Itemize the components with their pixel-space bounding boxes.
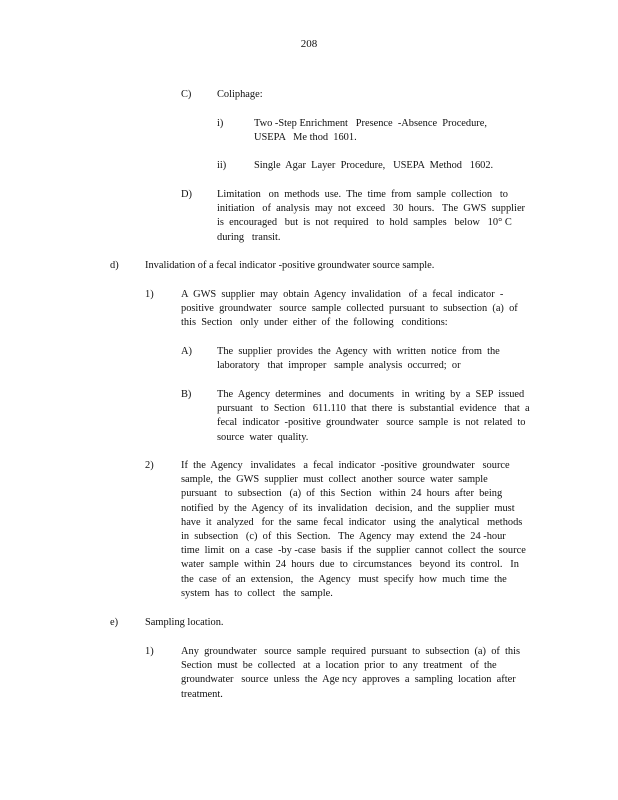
method-1601-text — [254, 117, 487, 145]
text-line: water sample within 24 hours due to circumstances beyond its control. In — [181, 559, 519, 571]
text-line: Limitation on methods use. The time from sample collection to — [217, 189, 508, 200]
item-label-c-i: i) — [217, 118, 224, 129]
method-1602-text — [254, 159, 493, 173]
text-line: The Agency determines and documents in writing by a SEP issued — [217, 389, 525, 400]
text-line: positive groundwater source sample collected pursuant to subsection (a) of — [181, 303, 518, 315]
item-label-b: B) — [181, 389, 192, 400]
condition-b-text — [217, 388, 530, 445]
text-line: Any groundwater source sample required pursuant to subsection (a) of this — [181, 646, 521, 657]
text-line: groundwater source unless the Age ncy approves a sampling location after — [181, 674, 516, 686]
sampling-location-paragraph — [181, 645, 520, 702]
text-line: A GWS supplier may obtain Agency invalidation of a fecal indicator - — [181, 289, 504, 300]
text-line: system has to collect the sample. — [181, 587, 333, 599]
text-line: laboratory that improper sample analysis occurred; or — [217, 360, 461, 372]
text-line: notified by the Agency of its invalidation decision, and the supplier must — [181, 502, 515, 514]
text-line: this Section only under either of the following conditions: — [181, 317, 448, 329]
condition-a-text — [217, 345, 500, 373]
item-label-c-ii: ii) — [217, 160, 227, 171]
section-label-d: d) — [110, 260, 119, 271]
sampling-location-heading: Sampling location. — [145, 617, 224, 628]
text-line: If the Agency invalidates a fecal indicator -positive groundwater source — [181, 460, 510, 471]
text-line: pursuant to Section 611.110 that there is substantial evidence that a — [217, 403, 530, 415]
item-label-d-2: 2) — [145, 460, 154, 471]
text-line: is encouraged but is not required to hold samples below 10° C — [217, 217, 512, 229]
text-line: have it analyzed for the same fecal indicator using the analytical methods — [181, 516, 523, 528]
text-line: sample, the GWS supplier must collect another source water sample — [181, 474, 488, 486]
text-line: the case of an extension, the Agency must specify how much time the — [181, 573, 507, 585]
text-line: pursuant to subsection (a) of this Section within 24 hours after being — [181, 488, 503, 500]
text-line: treatment. — [181, 688, 223, 700]
text-line: Section must be collected at a location prior to any treatment of the — [181, 660, 497, 672]
text-line: during transit. — [217, 231, 281, 243]
limitation-text — [217, 188, 525, 245]
text-line: source water quality. — [217, 431, 309, 443]
text-line: in subsection (c) of this Section. The Agency may extend the 24 -hour — [181, 531, 506, 543]
invalidation-paragraph-2 — [181, 459, 526, 601]
text-line: fecal indicator -positive groundwater source sample is not related to — [217, 417, 526, 429]
coliphage-heading: Coliphage: — [217, 89, 263, 100]
page-number: 208 — [300, 38, 318, 50]
item-label-d-upper: D) — [181, 189, 192, 200]
text-line: time limit on a case -by -case basis if the supplier cannot collect the source — [181, 545, 526, 557]
text-line: initiation of analysis may not exceed 30 hours. The GWS supplier — [217, 203, 526, 215]
text-line: Two -Step Enrichment Presence -Absence Procedure, — [254, 118, 487, 129]
text-line: The supplier provides the Agency with written notice from the — [217, 346, 500, 357]
section-label-e: e) — [110, 617, 119, 628]
item-label-c: C) — [181, 89, 192, 100]
item-label-a: A) — [181, 346, 192, 357]
item-label-e-1: 1) — [145, 646, 154, 657]
item-label-d-1: 1) — [145, 289, 154, 300]
text-line: USEPA Me thod 1601. — [254, 132, 357, 144]
text-line: Single Agar Layer Procedure, USEPA Method 1602. — [254, 160, 494, 171]
invalidation-heading: Invalidation of a fecal indicator -positive groundwater source sample. — [145, 260, 435, 271]
invalidation-paragraph-1 — [181, 288, 518, 331]
